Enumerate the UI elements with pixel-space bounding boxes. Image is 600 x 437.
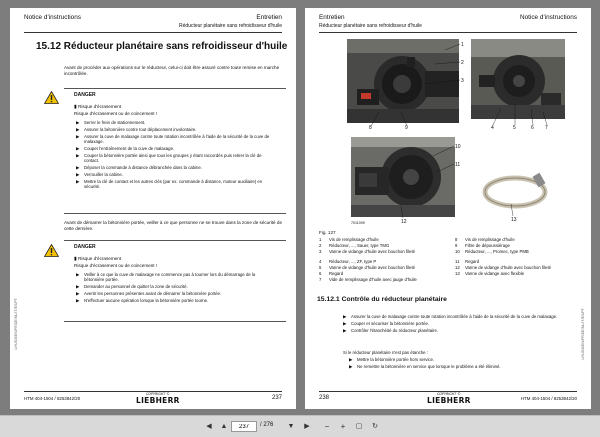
list-item-text: Ne remettre la bétonnière en service que lorsque le problème a été éliminé. (357, 363, 501, 369)
legend-number: 4 (319, 258, 322, 264)
step-arrow-icon: ▶ (76, 297, 80, 303)
callout-leader-lines (305, 8, 591, 238)
intro-text: Avant de procéder aux opérations sur le réducteur, celui-ci doit être assuré contre toute remise en marche incontrôlée. (64, 65, 280, 76)
legend-number: 8 (455, 237, 458, 242)
legend-number: 13 (455, 271, 460, 276)
danger-label: DANGER (74, 92, 96, 98)
liebherr-logo: COPYRIGHT © LIEBHERR (427, 392, 471, 406)
next-page-icon[interactable]: ▼ (287, 423, 295, 430)
callout-3: 3 (461, 78, 464, 84)
danger-line: ▮ Risque d'écrasement (74, 104, 122, 110)
danger-measures-list (76, 120, 276, 191)
legend-number: 11 (455, 258, 460, 264)
subsection-title: 15.12.1 Contrôle du réducteur planétaire (317, 296, 447, 303)
danger-rule (64, 88, 286, 89)
list-item (343, 314, 563, 319)
pre-danger-text: Avant de démarrer la bétonnière portée, veiller à ce que personne ne se trouve dans la zone de sécurité de cette dernière. (64, 220, 283, 231)
warning-icon (44, 91, 59, 104)
list-item (76, 272, 276, 283)
list-item-text: Mettre la bétonnière portée hors service. (357, 357, 435, 362)
step-arrow-icon: ▶ (343, 327, 347, 333)
callout-2: 2 (461, 60, 464, 66)
step-arrow-icon: ▶ (76, 120, 80, 125)
check-steps-list (343, 314, 563, 335)
danger-label: DANGER (74, 244, 96, 250)
step-arrow-icon: ▶ (76, 272, 80, 277)
danger-hazard: Risque d'écrasement (78, 104, 122, 109)
danger-line: Risque d'écrasement ou de coincement ! (74, 111, 158, 116)
callout-8: 8 (369, 125, 372, 131)
header-right: Entretien (256, 14, 282, 21)
page-number: 237 (271, 395, 282, 401)
legend-number: 12 (455, 264, 460, 270)
step-arrow-icon: ▶ (76, 284, 80, 290)
legend-text: Regard (465, 258, 480, 264)
page-number-input[interactable] (231, 421, 257, 432)
callout-12: 12 (401, 219, 407, 225)
legend-number: 3 (319, 249, 322, 255)
list-item (76, 153, 276, 164)
page-number: 238 (319, 395, 330, 401)
legend-text: Vanne de vidange d'huile avec bouchon fileté (329, 249, 416, 255)
step-arrow-icon: ▶ (76, 178, 80, 184)
list-item-text: Contrôler l'étanchéité du réducteur planétaire. (351, 327, 439, 333)
zoom-in-icon[interactable]: + (340, 422, 346, 431)
page-total: / 276 (260, 422, 274, 428)
legend-text: Vide de remplissage d'huile avec jauge d'huile (329, 277, 417, 283)
list-item-text: Demander au personnel de quitter la zone de sécurité. (84, 284, 188, 290)
list-item-text: Avertir les personnes présentes avant de démarrer la bétonnière portée. (84, 291, 222, 297)
list-item (76, 120, 276, 125)
legend-number: 10 (455, 249, 460, 255)
list-item (76, 146, 276, 151)
step-arrow-icon: ▶ (76, 133, 80, 139)
list-item (349, 357, 563, 362)
legend-text: Réducteur, ..., Promec, type PMB (465, 249, 529, 255)
callout-11: 11 (455, 162, 461, 168)
legend-text: Regard (329, 271, 344, 276)
list-item (76, 127, 276, 132)
page-footer (319, 391, 577, 405)
legend-text: Vis de remplissage d'huile (465, 237, 515, 242)
list-item (76, 165, 276, 170)
condition-steps-list (349, 357, 563, 371)
list-item (343, 328, 563, 333)
legend-text: Réducteur, ..., Sauer, type TMG (329, 243, 390, 249)
zoom-out-icon[interactable]: − (324, 422, 330, 431)
step-arrow-icon: ▶ (343, 320, 347, 326)
list-item-text: Serrer le frein de stationnement. (84, 120, 146, 125)
list-item (76, 291, 276, 296)
figure-code: 7011099 (351, 221, 365, 225)
callout-6: 6 (531, 125, 534, 131)
legend-number: 1 (319, 237, 322, 242)
page-header (24, 13, 282, 33)
step-arrow-icon: ▶ (349, 357, 353, 362)
rotate-icon[interactable]: ↻ (372, 423, 378, 430)
list-item (349, 364, 563, 369)
list-item (76, 172, 276, 177)
warning-icon (44, 244, 59, 257)
left-page (10, 8, 296, 409)
header-sub: Réducteur planétaire sans refroidisseur d'huile (319, 23, 422, 29)
danger-rule (64, 213, 286, 214)
danger-measures-list (76, 272, 276, 305)
danger-rule (64, 321, 286, 322)
list-item-text: Couper la bétonnière portée ainsi que tous les groupes y étant raccordés puis retirer la clé de contact. (84, 152, 262, 164)
list-item-text: Assurer la cuve de malaxage contre toute rotation incontrôlée à l'aide de la sécurité de la cuve de malaxage. (351, 314, 558, 319)
legend-text: Réducteur, ..., ZF, type P (329, 258, 377, 264)
list-item-text: Assurer la cuve de malaxage contre toute rotation incontrôlée à l'aide de la sécurité de la cuve de malaxage. (84, 133, 270, 145)
pdf-viewer-toolbar (0, 415, 600, 437)
step-arrow-icon: ▶ (349, 363, 353, 369)
callout-4: 4 (491, 125, 494, 131)
legend-text: Vis de remplissage d'huile (329, 237, 379, 242)
step-arrow-icon: ▶ (76, 152, 80, 158)
legend-number: 5 (319, 264, 322, 270)
list-item (343, 321, 563, 326)
list-item-text: Déposer la commande à distance débranchée dans la cabine. (84, 165, 203, 171)
callout-5: 5 (513, 125, 516, 131)
fit-page-icon[interactable]: ▢ (355, 423, 363, 430)
legend-number: 7 (319, 277, 322, 283)
list-item-text: Assurer la bétonnière contre tout déplacement involontaire. (84, 126, 197, 132)
list-item-text: Mettre la clé de contact et les autres clés (par ex. commande à distance, moteur auxiliaire) en sécurité. (84, 178, 263, 190)
footer-doc-number: HTM 404-1504 / 8253842/20 (24, 396, 81, 401)
danger-line: Risque d'écrasement ou de coincement ! (74, 263, 158, 268)
list-item (76, 284, 276, 289)
danger-line: ▮ Risque d'écrasement (74, 256, 122, 262)
step-arrow-icon: ▶ (343, 314, 347, 319)
list-item (76, 298, 276, 303)
footer-doc-number: HTM 404-1504 / 8253842/20 (520, 396, 577, 401)
callout-7: 7 (545, 125, 548, 131)
legend-number: 6 (319, 271, 322, 276)
sidebar-code: LHUS/8/EN/FR/DE/NL/IT/ES/PT (581, 308, 585, 360)
callout-9: 9 (405, 125, 408, 131)
legend-number: 9 (455, 243, 458, 249)
step-arrow-icon: ▶ (76, 291, 80, 297)
step-arrow-icon: ▶ (76, 165, 80, 171)
figure-label: Fig. 127 (319, 230, 336, 235)
list-item (76, 179, 276, 190)
callout-1: 1 (461, 42, 464, 48)
condition-text: Si le réducteur planétaire n'est pas étanche : (343, 350, 428, 355)
callout-10: 10 (455, 144, 461, 150)
last-page-icon[interactable]: ▶ (304, 423, 310, 430)
header-right: Notice d'instructions (520, 14, 577, 21)
list-item-text: Couper et sécuriser la bétonnière portée. (351, 320, 430, 326)
page-footer (24, 391, 282, 405)
header-left: Entretien (319, 14, 345, 21)
legend-number: 2 (319, 243, 322, 249)
legend-text: Vanne de vidange d'huile avec bouchon fileté (465, 264, 552, 270)
legend-text: Filtre de dépoussiérage (465, 243, 510, 249)
header-left: Notice d'instructions (24, 14, 81, 21)
list-item-text: Couper l'entraînement de la cuve de malaxage. (84, 145, 175, 151)
legend-text: Vanne de vidange d'huile avec bouchon fileté (329, 264, 416, 270)
previous-page-icon[interactable]: ◀ (206, 423, 212, 430)
right-page (305, 8, 591, 409)
step-arrow-icon: ▶ (76, 171, 80, 177)
step-arrow-icon: ▶ (76, 126, 80, 132)
liebherr-logo: COPYRIGHT © LIEBHERR (136, 392, 180, 406)
list-item-text: Verrouiller la cabine. (84, 171, 123, 177)
step-arrow-icon: ▶ (76, 145, 80, 151)
list-item-text: Veiller à ce que la cuve de malaxage ne commence pas à tourner lors du démarrage de la bétonnière portée. (84, 272, 256, 283)
callout-13: 13 (511, 217, 517, 223)
section-title: 15.12 Réducteur planétaire sans refroidisseur d'huile (36, 41, 288, 52)
sidebar-code: LHUS/8/EN/FR/DE/NL/IT/ES/PT (14, 298, 18, 350)
header-sub: Réducteur planétaire sans refroidisseur d'huile (179, 23, 282, 29)
legend-text: Vanne de vidange avec flexible (465, 271, 525, 276)
list-item (76, 134, 276, 145)
list-item-text: N'effectuer aucune opération lorsque la bétonnière portée tourne. (84, 297, 209, 303)
danger-hazard: Risque d'écrasement (78, 256, 122, 261)
danger-rule (64, 240, 286, 241)
first-page-icon[interactable]: ▲ (220, 423, 228, 430)
